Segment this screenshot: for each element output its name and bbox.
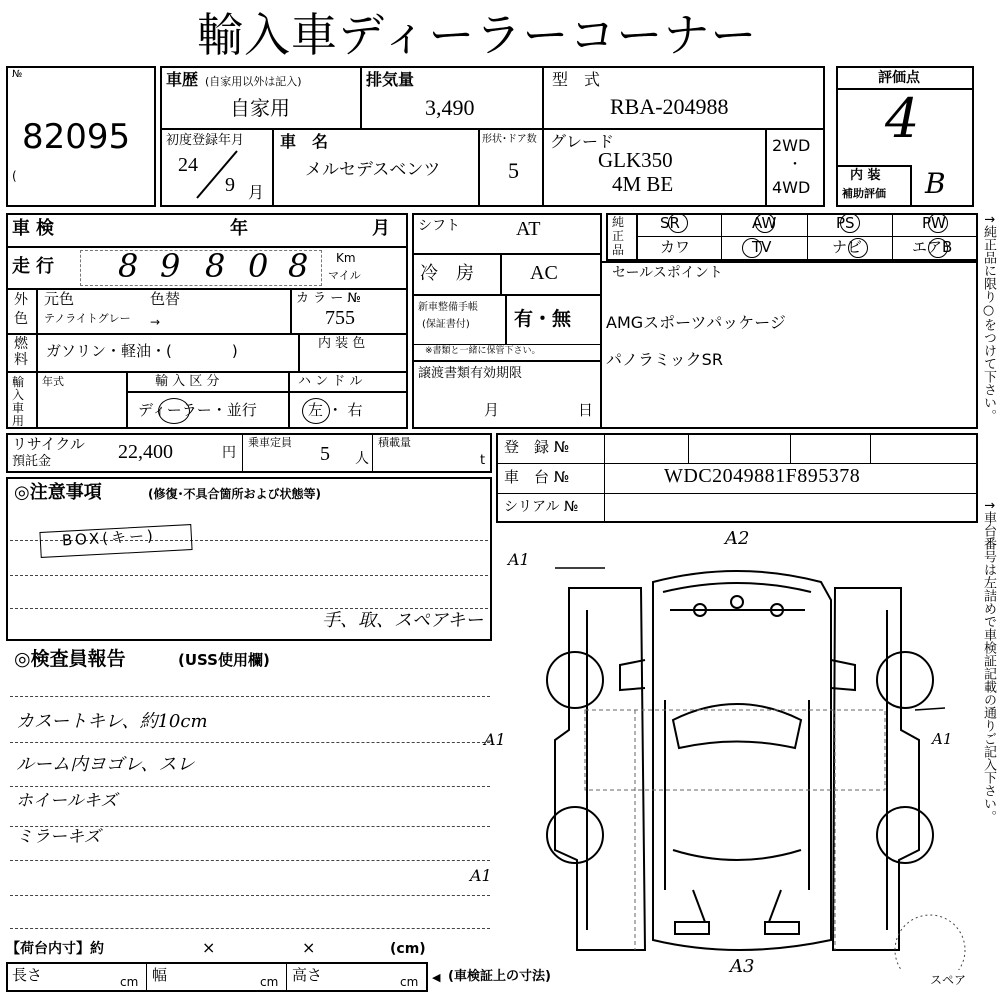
equip-navi: ナビ: [832, 238, 863, 256]
equip-leather: カワ: [660, 238, 691, 256]
inspection-month: 月: [372, 218, 390, 239]
serial-label: シリアル №: [504, 499, 579, 515]
handle-circle: [302, 398, 330, 424]
diagram-mark-a1-bottom: A1: [470, 866, 492, 885]
import-handle-label: ハ ン ド ル: [298, 374, 363, 389]
color-arrow: →: [150, 315, 161, 329]
interior-value: B: [925, 167, 946, 200]
dims-row: [6, 962, 428, 992]
history-value: 自家用: [230, 96, 290, 120]
sales-box: [602, 261, 978, 429]
grade-label: グレード: [550, 132, 615, 151]
transfer-label: 譲渡書類有効期限: [418, 366, 523, 381]
doors-label: 形状･ドア数: [482, 134, 537, 145]
mileage-unit-km: Km: [336, 251, 356, 265]
equip-circle-navi: [848, 238, 868, 258]
inspector-line-3: ホイールキズ: [16, 791, 118, 811]
ac-value: AC: [530, 262, 558, 284]
inspector-sub: (USS使用欄): [178, 651, 270, 669]
ac-label: 冷 房: [420, 263, 474, 284]
grade-value-1: GLK350: [598, 148, 673, 172]
recycle-value: 22,400: [118, 441, 173, 463]
diagram-mark-a1-left: A1: [484, 730, 506, 749]
page-title: 輸入車ディーラーコーナー: [197, 8, 758, 62]
mileage-digit-boxes: [80, 247, 322, 286]
equip-airbag: エアB: [912, 238, 953, 256]
import-year-label: 年式: [42, 375, 64, 388]
equip-tv: TV: [752, 238, 772, 256]
displacement-value: 3,490: [425, 95, 475, 120]
chassis-label: 車 台 №: [504, 468, 570, 486]
equipment-side-label: 純正品: [612, 215, 625, 257]
warranty-label-2: (保証書付): [422, 319, 470, 330]
equip-circle-sr: [668, 213, 688, 233]
side-note-1: ↑純正品に限り○をつけて下さい。: [981, 214, 996, 422]
grade-value-2: 4M BE: [612, 172, 674, 196]
first-reg-month: 9: [225, 174, 235, 196]
warranty-value: 有・無: [514, 308, 572, 330]
rating-label: 評価点: [878, 70, 920, 86]
recycle-label-1: リサイクル: [12, 435, 85, 453]
diagram-mark-a1-left-top: A1: [508, 550, 530, 569]
dims-height-label: 高さ: [292, 966, 323, 984]
notes-sub: (修復･不具合箇所および状態等): [148, 487, 321, 501]
rating-value: 4: [885, 87, 920, 150]
spare-label: スペア: [930, 973, 967, 987]
car-diagram: [495, 530, 975, 970]
inspector-line-1: カスートキレ、約10cm: [16, 711, 208, 732]
fuel-label-1: 燃: [14, 336, 28, 352]
dims-height-cm: cm: [400, 975, 419, 989]
inspector-line-4: ミラーキズ: [16, 827, 101, 847]
dims-width-cm: cm: [260, 975, 279, 989]
registration-label: 登 録 №: [504, 438, 570, 456]
transfer-month: 月: [484, 401, 500, 419]
inspector-heading: ◎検査員報告: [14, 648, 126, 670]
cargo-x2: ×: [302, 938, 316, 957]
color-change-label: 色替: [150, 290, 181, 308]
first-reg-year: 24: [178, 154, 198, 176]
equip-circle-airbag: [928, 238, 948, 258]
notes-heading: ◎注意事項: [14, 482, 102, 503]
sales-line-1: AMGスポーツパッケージ: [606, 313, 786, 332]
load-unit: t: [480, 453, 486, 468]
notes-handwritten: 手、取、スペアキー: [322, 610, 484, 631]
drive-4wd: 4WD: [772, 178, 811, 197]
import-division-value: ディーラー・並行: [138, 401, 257, 419]
history-label: 車歴: [166, 70, 199, 89]
equip-sr: SR: [660, 214, 680, 232]
color-orig-value: テノライトグレー: [44, 312, 131, 325]
displacement-label: 排気量: [366, 70, 415, 89]
sales-line-2: パノラミックSR: [606, 350, 723, 369]
warranty-note: ※書類と一緒に保管下さい。: [425, 346, 541, 356]
history-note: (自家用以外は記入): [205, 75, 302, 88]
inspection-label: 車検: [12, 218, 60, 239]
lot-number: 82095: [22, 117, 131, 157]
car-name-value: メルセデスベンツ: [305, 160, 441, 180]
fuel-label-2: 料: [14, 352, 28, 368]
first-reg-label: 初度登録年月: [166, 133, 245, 148]
dims-length-label: 長さ: [12, 966, 43, 984]
inspection-year: 年: [230, 218, 248, 239]
equip-circle-pw: [928, 213, 948, 233]
first-reg-slash: [185, 148, 245, 203]
cargo-unit: (cm): [390, 941, 426, 957]
box-note: BOX(キー): [61, 526, 157, 550]
diagram-mark-a1-right: A1: [932, 730, 953, 748]
color-outer-1: 外: [14, 292, 28, 308]
mileage-digit-2: 9: [160, 247, 181, 285]
color-orig-label: 元色: [44, 290, 75, 308]
model-code-label: 型 式: [552, 70, 601, 89]
color-no-value: 755: [325, 307, 355, 329]
lot-corner-label: №: [12, 69, 23, 80]
side-note-2: ↑車台番号は左詰めで車検証記載の通りご記入下さい。: [981, 500, 996, 823]
recycle-label-2: 預託金: [12, 454, 52, 469]
first-reg-month-unit: 月: [248, 183, 265, 202]
doors-value: 5: [508, 158, 519, 183]
inspector-line-2: ルーム内ヨゴレ、スレ: [16, 754, 195, 775]
equip-circle-tv: [742, 238, 762, 258]
interior-label-1: 内 装: [850, 168, 881, 183]
dims-note-arrow: ◀: [432, 971, 441, 984]
shift-label: シフト: [418, 218, 460, 234]
fuel-value: ガソリン・軽油・( ): [46, 342, 238, 360]
interior-color-label: 内 装 色: [318, 336, 366, 351]
import-side-label: 輸入車用: [12, 375, 25, 428]
import-division-label: 輸 入 区 分: [155, 374, 220, 389]
capacity-label: 乗車定員: [248, 436, 292, 449]
cargo-label: 【荷台内寸】約: [6, 941, 104, 957]
equip-circle-aw: [755, 213, 775, 233]
mileage-label: 走行: [12, 256, 60, 277]
chassis-value: WDC2049881F895378: [664, 465, 861, 487]
interior-label-2: 補助評価: [842, 187, 886, 200]
diagram-mark-a3: A3: [730, 956, 755, 977]
mileage-digit-3: 8: [205, 247, 226, 285]
mileage-unit-mile: マイル: [328, 269, 361, 282]
equip-aw: AW: [752, 214, 777, 232]
dims-note: (車検証上の寸法): [448, 969, 551, 984]
import-handle-value: 左 ・ 右: [308, 401, 363, 419]
color-no-label: カ ラ ー №: [296, 291, 361, 306]
capacity-value: 5: [320, 443, 330, 465]
sales-label: セールスポイント: [612, 265, 723, 281]
mileage-digit-4: 0: [248, 247, 269, 285]
car-name-label: 車 名: [280, 132, 329, 151]
mileage-digit-1: 8: [118, 247, 139, 285]
warranty-label-1: 新車整備手帳: [418, 302, 478, 313]
cargo-x1: ×: [202, 938, 216, 957]
dims-width-label: 幅: [152, 966, 168, 984]
equip-circle-ps: [840, 213, 860, 233]
division-circle: [158, 398, 190, 424]
mileage-digit-5: 8: [288, 247, 309, 285]
recycle-unit: 円: [222, 445, 236, 461]
color-outer-2: 色: [14, 311, 28, 327]
dims-length-cm: cm: [120, 975, 139, 989]
diagram-mark-a2: A2: [725, 528, 750, 549]
equip-ps: PS: [836, 214, 855, 232]
model-code-value: RBA-204988: [610, 94, 729, 119]
equip-pw: PW: [922, 214, 946, 232]
lot-paren: (: [12, 169, 17, 183]
drive-dot: ・: [788, 157, 802, 173]
load-label: 積載量: [378, 436, 411, 449]
capacity-unit: 人: [355, 451, 369, 467]
shift-value: AT: [516, 218, 541, 240]
transfer-day: 日: [578, 401, 594, 419]
drive-2wd: 2WD: [772, 136, 811, 155]
